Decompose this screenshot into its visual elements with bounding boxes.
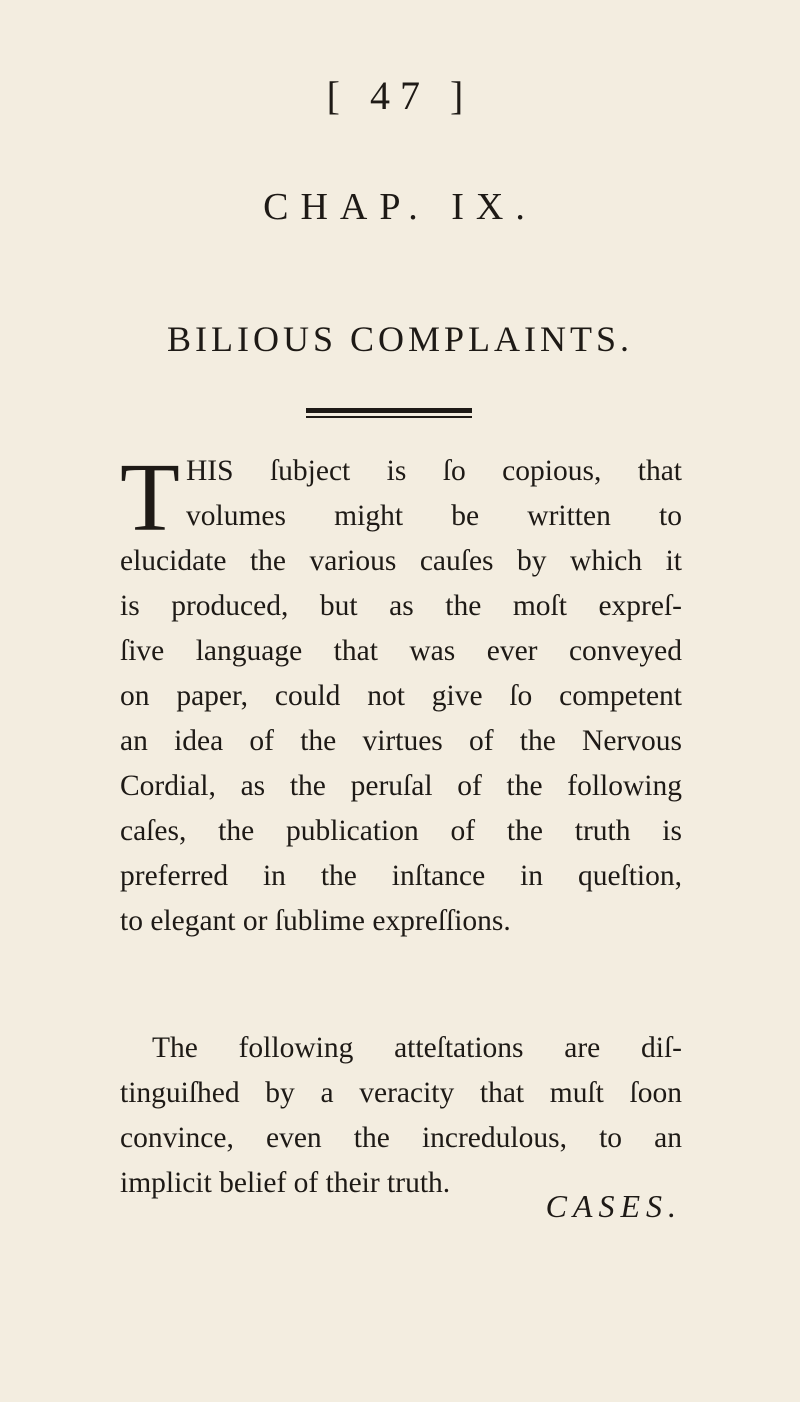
paragraph-line: HIS ſubject is ſo copious, that (186, 455, 682, 487)
catchword: CASES. (545, 1188, 682, 1224)
paragraph-1 (120, 444, 682, 944)
page-number: [ 47 ] (326, 73, 474, 118)
chapter-heading: CHAP. IX. (263, 186, 537, 228)
paragraph-line: caſes, the publication of the truth is (120, 815, 682, 847)
paragraph-line: elucidate the various cauſes by which it (120, 545, 682, 577)
paragraph-line: volumes might be written to (186, 500, 682, 532)
paragraph-line: an idea of the virtues of the Nervous (120, 725, 682, 757)
paragraph-line: preferred in the inſtance in queſtion, (120, 860, 682, 892)
paragraph-2 (120, 1026, 682, 1206)
paragraph-line: to elegant or ſublime expreſſions. (120, 905, 511, 937)
paragraph-line: convince, even the incredulous, to an (120, 1122, 682, 1154)
rule-thick (306, 408, 472, 413)
drop-cap: T (120, 444, 180, 552)
paragraph-line: tinguiſhed by a veracity that muſt ſoon (120, 1077, 682, 1109)
paragraph-line: is produced, but as the moſt expreſ- (120, 590, 682, 622)
paragraph-line: ſive language that was ever conveyed (120, 635, 682, 667)
paragraph-line: implicit belief of their truth. (120, 1167, 451, 1199)
title-rule (306, 408, 472, 418)
paragraph-line: Cordial, as the peruſal of the following (120, 770, 682, 802)
paragraph-line: The following atteſtations are diſ- (152, 1032, 682, 1064)
paragraph-line: on paper, could not give ſo competent (120, 680, 682, 712)
rule-thin (306, 416, 472, 418)
chapter-title: BILIOUS COMPLAINTS. (166, 319, 634, 359)
